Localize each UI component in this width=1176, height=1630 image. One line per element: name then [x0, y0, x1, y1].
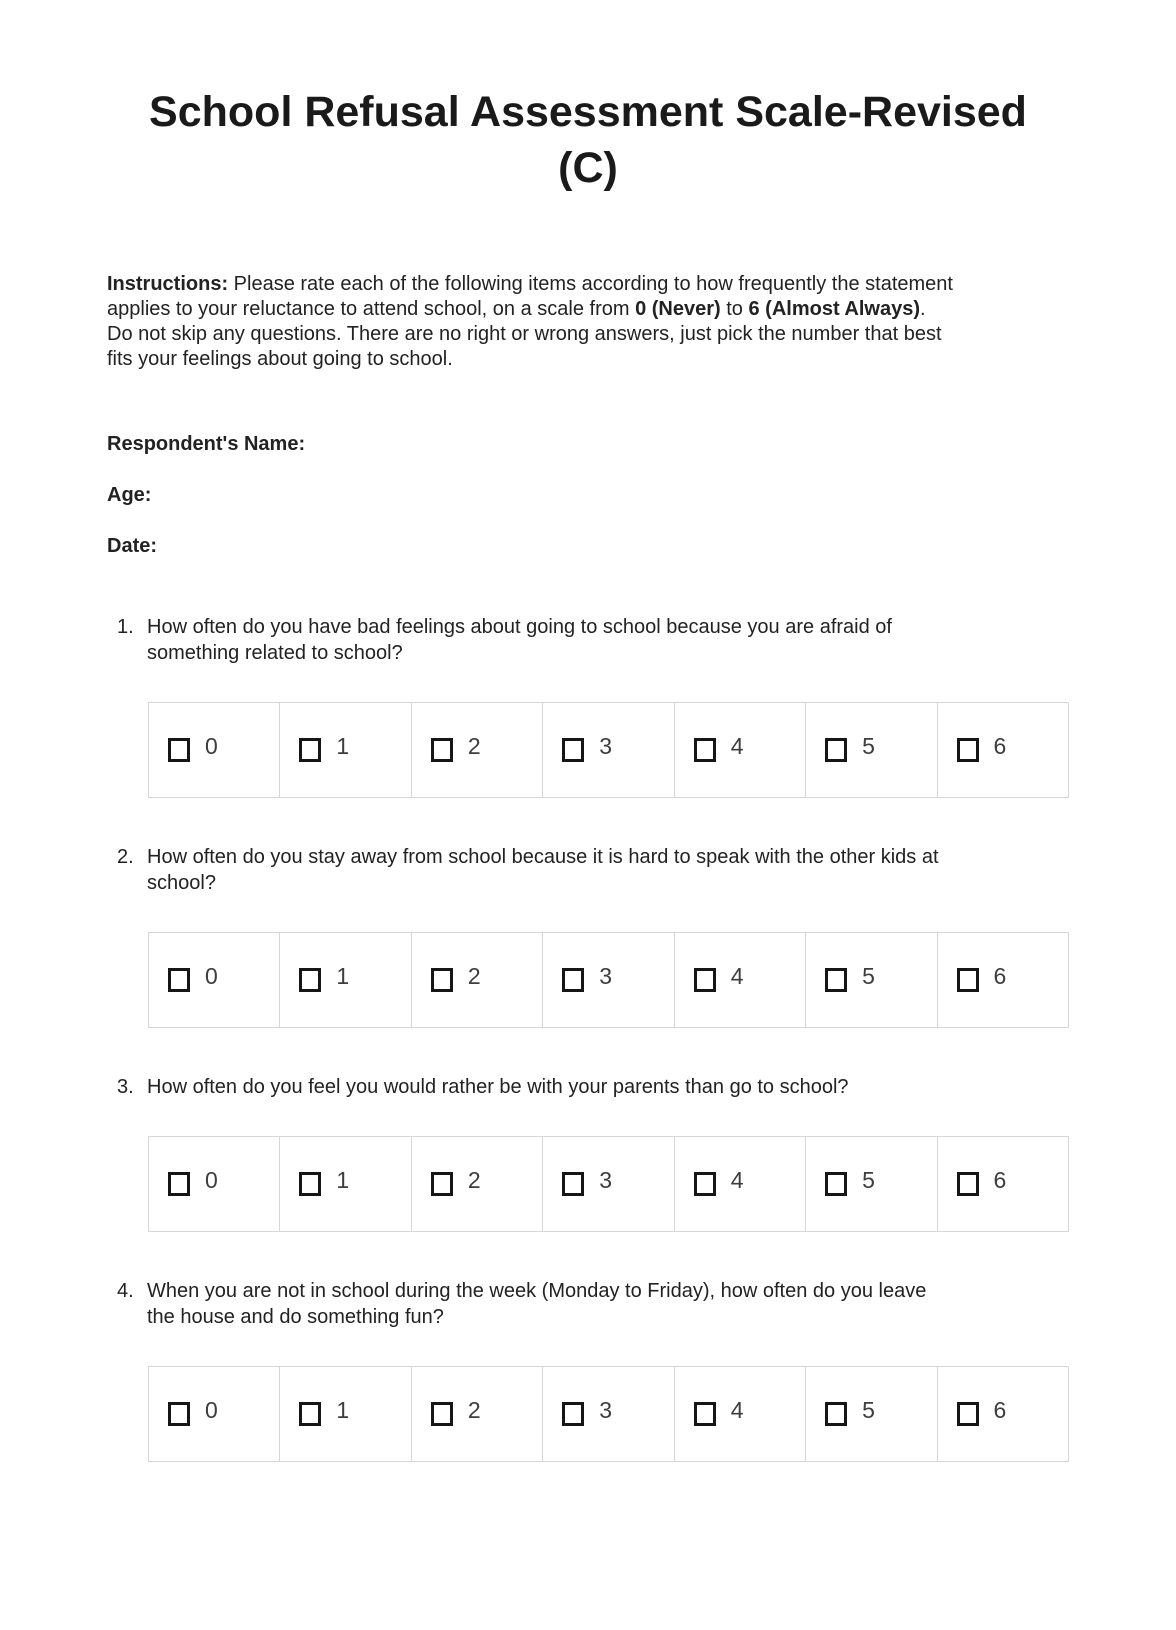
rating-cell-5	[806, 1367, 937, 1462]
rating-cell-4	[674, 1137, 805, 1232]
rating-cell-3	[543, 703, 674, 798]
rating-value-label: 5	[862, 963, 875, 989]
rating-checkbox-6[interactable]	[957, 1172, 979, 1196]
rating-cell-5	[806, 1137, 937, 1232]
rating-checkbox-5[interactable]	[825, 1172, 847, 1196]
rating-checkbox-4[interactable]	[694, 1172, 716, 1196]
rating-value-label: 4	[730, 1167, 744, 1193]
rating-cell-1	[280, 1137, 411, 1232]
rating-cell-content	[168, 1167, 279, 1196]
instructions-text: fits your feelings about going to school.	[107, 348, 453, 370]
instructions-text: to	[720, 298, 749, 320]
rating-cell-1	[280, 1367, 411, 1462]
rating-cell-1	[280, 703, 411, 798]
rating-scale-table	[148, 702, 1069, 798]
question-text-line: When you are not in school during the week (Monday to Friday), how often do you leave	[147, 1280, 927, 1302]
rating-value-label: 4	[730, 963, 744, 989]
rating-cell-content	[562, 1167, 673, 1196]
question-number: 3.	[117, 1076, 134, 1098]
instructions-text: Please rate each of the following items according to how frequently the statement	[228, 273, 953, 295]
rating-cell-2	[411, 1367, 542, 1462]
rating-checkbox-2[interactable]	[431, 1172, 453, 1196]
instructions-bold-text: 0 (Never)	[635, 298, 721, 320]
rating-checkbox-1[interactable]	[299, 968, 321, 992]
rating-value-label: 3	[599, 1167, 613, 1193]
rating-cell-content	[694, 963, 805, 992]
rating-value-label: 6	[993, 733, 1007, 759]
rating-cell-content	[957, 1397, 1068, 1426]
rating-value-label: 1	[336, 733, 350, 759]
rating-checkbox-3[interactable]	[562, 1172, 584, 1196]
respondent-fields	[107, 432, 1176, 558]
rating-cell-content	[825, 733, 936, 762]
instructions-text: .	[920, 298, 926, 320]
rating-cell-content	[825, 963, 936, 992]
rating-cell-content	[431, 733, 542, 762]
rating-cell-0	[149, 703, 280, 798]
rating-value-label: 0	[205, 733, 218, 759]
rating-value-label: 3	[599, 1397, 613, 1423]
instructions-text: Do not skip any questions. There are no right or wrong answers, just pick the number that best	[107, 323, 942, 345]
rating-cell-0	[149, 933, 280, 1028]
rating-value-label: 1	[336, 963, 350, 989]
question-text-line: How often do you have bad feelings about going to school because you are afraid of	[147, 616, 892, 638]
rating-value-label: 6	[993, 963, 1007, 989]
question-text-line: school?	[147, 872, 216, 894]
rating-cell-content	[299, 733, 410, 762]
rating-checkbox-0[interactable]	[168, 1172, 190, 1196]
rating-value-label: 2	[467, 733, 481, 759]
rating-scale-row	[149, 1137, 1069, 1232]
rating-cell-content	[168, 733, 279, 762]
rating-cell-content	[168, 963, 279, 992]
rating-checkbox-5[interactable]	[825, 968, 847, 992]
rating-value-label: 4	[730, 733, 744, 759]
question-item-1	[107, 614, 1072, 798]
rating-cell-2	[411, 703, 542, 798]
rating-scale-row	[149, 1367, 1069, 1462]
rating-cell-4	[674, 703, 805, 798]
rating-value-label: 2	[467, 1397, 481, 1423]
rating-checkbox-0[interactable]	[168, 738, 190, 762]
rating-value-label: 5	[862, 733, 875, 759]
rating-checkbox-0[interactable]	[168, 968, 190, 992]
rating-cell-content	[957, 963, 1068, 992]
rating-checkbox-5[interactable]	[825, 1402, 847, 1426]
rating-checkbox-3[interactable]	[562, 968, 584, 992]
question-number: 2.	[117, 846, 134, 868]
rating-checkbox-3[interactable]	[562, 738, 584, 762]
rating-cell-2	[411, 933, 542, 1028]
rating-checkbox-4[interactable]	[694, 738, 716, 762]
rating-checkbox-1[interactable]	[299, 738, 321, 762]
question-text-line: How often do you stay away from school because it is hard to speak with the other kids at	[147, 846, 939, 868]
rating-cell-6	[937, 1367, 1068, 1462]
rating-checkbox-1[interactable]	[299, 1172, 321, 1196]
field-label-respondent-s-name: Respondent's Name:	[107, 433, 306, 455]
rating-value-label: 3	[599, 963, 613, 989]
rating-scale-table	[148, 1366, 1069, 1462]
rating-cell-0	[149, 1137, 280, 1232]
page-title-line2: (C)	[558, 144, 618, 192]
rating-value-label: 4	[730, 1397, 744, 1423]
rating-cell-content	[562, 733, 673, 762]
rating-cell-6	[937, 1137, 1068, 1232]
rating-value-label: 6	[993, 1397, 1007, 1423]
rating-value-label: 5	[862, 1397, 875, 1423]
rating-cell-6	[937, 703, 1068, 798]
question-item-2	[107, 844, 1072, 1028]
rating-scale-table	[148, 932, 1069, 1028]
rating-value-label: 6	[993, 1167, 1007, 1193]
field-label-date: Date:	[107, 535, 158, 557]
rating-cell-content	[694, 1167, 805, 1196]
instructions-bold-text: 6 (Almost Always)	[748, 298, 921, 320]
rating-value-label: 5	[862, 1167, 875, 1193]
question-number: 4.	[117, 1280, 134, 1302]
rating-checkbox-1[interactable]	[299, 1402, 321, 1426]
rating-checkbox-4[interactable]	[694, 968, 716, 992]
rating-cell-3	[543, 933, 674, 1028]
rating-value-label: 2	[467, 963, 481, 989]
rating-cell-content	[694, 733, 805, 762]
question-number: 1.	[117, 616, 134, 638]
rating-scale-row	[149, 703, 1069, 798]
instructions-line	[107, 272, 1067, 297]
rating-value-label: 1	[336, 1167, 350, 1193]
rating-value-label: 1	[336, 1397, 350, 1423]
rating-cell-0	[149, 1367, 280, 1462]
rating-cell-content	[299, 963, 410, 992]
rating-value-label: 3	[599, 733, 613, 759]
rating-cell-3	[543, 1137, 674, 1232]
rating-value-label: 0	[205, 1397, 218, 1423]
rating-cell-content	[431, 963, 542, 992]
rating-checkbox-4[interactable]	[694, 1402, 716, 1426]
rating-cell-4	[674, 1367, 805, 1462]
rating-cell-content	[299, 1397, 410, 1426]
instructions-text: applies to your reluctance to attend school, on a scale from	[107, 298, 636, 320]
rating-cell-5	[806, 933, 937, 1028]
rating-scale-row	[149, 933, 1069, 1028]
page-title-line1: School Refusal Assessment Scale-Revised	[149, 88, 1027, 136]
question-list	[107, 614, 1072, 1462]
question-text-line: the house and do something fun?	[147, 1306, 444, 1328]
rating-cell-content	[957, 1167, 1068, 1196]
rating-checkbox-2[interactable]	[431, 738, 453, 762]
rating-value-label: 0	[205, 1167, 218, 1193]
instructions-line	[107, 297, 1067, 322]
question-item-4	[107, 1278, 1072, 1462]
rating-checkbox-2[interactable]	[431, 968, 453, 992]
field-label-age: Age:	[107, 484, 152, 506]
rating-cell-2	[411, 1137, 542, 1232]
question-text-line: How often do you feel you would rather be with your parents than go to school?	[147, 1076, 849, 1098]
rating-scale-table	[148, 1136, 1069, 1232]
rating-checkbox-0[interactable]	[168, 1402, 190, 1426]
rating-cell-content	[168, 1397, 279, 1426]
rating-cell-4	[674, 933, 805, 1028]
question-text-line: something related to school?	[147, 642, 403, 664]
rating-cell-content	[825, 1397, 936, 1426]
rating-cell-content	[299, 1167, 410, 1196]
rating-checkbox-6[interactable]	[957, 738, 979, 762]
rating-cell-content	[431, 1397, 542, 1426]
rating-checkbox-6[interactable]	[957, 1402, 979, 1426]
instructions-bold-text: Instructions:	[107, 273, 229, 295]
rating-checkbox-2[interactable]	[431, 1402, 453, 1426]
rating-checkbox-5[interactable]	[825, 738, 847, 762]
rating-cell-content	[825, 1167, 936, 1196]
instructions-line	[107, 322, 1067, 347]
rating-value-label: 0	[205, 963, 218, 989]
rating-cell-content	[957, 733, 1068, 762]
rating-checkbox-6[interactable]	[957, 968, 979, 992]
instructions	[107, 272, 1067, 372]
rating-value-label: 2	[467, 1167, 481, 1193]
rating-cell-6	[937, 933, 1068, 1028]
page-title	[0, 0, 1176, 196]
rating-cell-content	[562, 963, 673, 992]
rating-cell-1	[280, 933, 411, 1028]
question-item-3	[107, 1074, 1072, 1232]
rating-cell-3	[543, 1367, 674, 1462]
rating-cell-content	[431, 1167, 542, 1196]
rating-cell-5	[806, 703, 937, 798]
instructions-line	[107, 347, 1067, 372]
rating-checkbox-3[interactable]	[562, 1402, 584, 1426]
rating-cell-content	[694, 1397, 805, 1426]
rating-cell-content	[562, 1397, 673, 1426]
